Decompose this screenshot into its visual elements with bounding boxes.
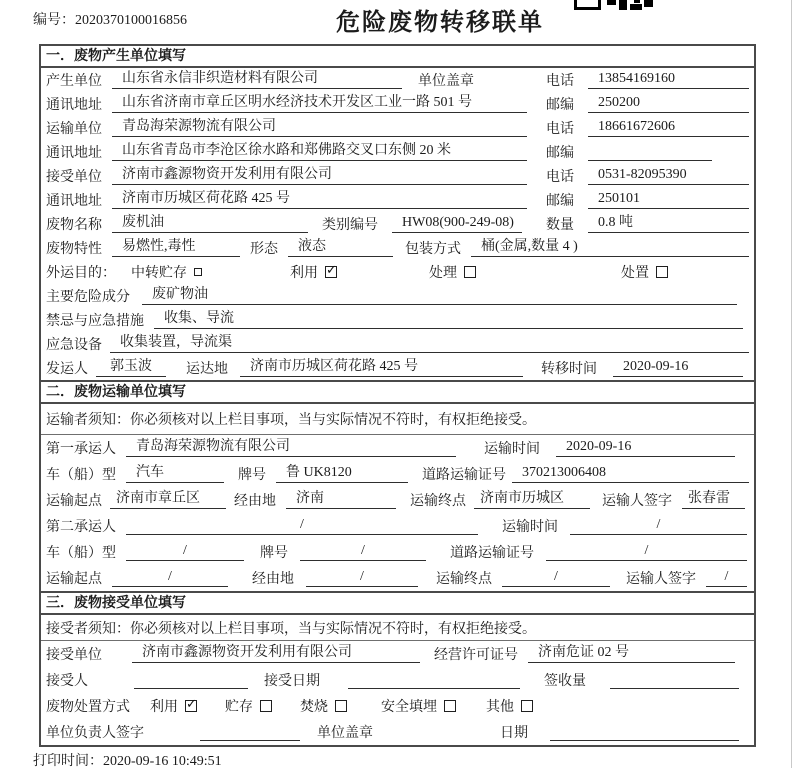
purpose-label: 外运目的： (46, 266, 116, 281)
start2-value: / (112, 569, 228, 587)
shipper-row (41, 356, 754, 380)
purpose-option-dispose-label: 处置 (621, 266, 649, 281)
purpose-option-treat-label: 处理 (429, 266, 457, 281)
checkbox-icon-disposal-incinerate (335, 700, 347, 712)
purpose-option-dispose (621, 262, 668, 282)
transport-time1-value: 2020-09-16 (556, 439, 735, 457)
emergency-equipment-row (41, 332, 754, 356)
start1-value: 济南市章丘区 (110, 491, 226, 509)
vehicle2-row (41, 539, 754, 565)
producer-row (41, 68, 754, 92)
plate1-label: 牌号 (238, 468, 266, 483)
serial-number: 2020370100016856 (75, 13, 187, 28)
hazard-value: 废矿物油 (142, 287, 737, 305)
road-license1-label: 道路运输证号 (422, 468, 506, 483)
checkbox-icon-utilize (325, 266, 337, 278)
road-license1-value: 370213006408 (512, 465, 749, 483)
disposal-option-store-label: 贮存 (225, 700, 253, 715)
checkbox-icon-disposal-landfill (444, 700, 456, 712)
transporter-notice: 运输者须知：你必须核对以上栏目事项，当与实际情况不符时，有权拒绝接受。 (41, 404, 754, 435)
phone-value-3: 0531-82095390 (588, 167, 749, 185)
route2-row (41, 565, 754, 591)
carrier2-value: / (126, 517, 478, 535)
receiver-notice: 接受者须知：你必须核对以上栏目事项，当与实际情况不符时，有权拒绝接受。 (41, 615, 754, 641)
packing-label: 包装方式 (405, 242, 461, 257)
end1-value: 济南市历城区 (474, 491, 590, 509)
receiver-address-row (41, 188, 754, 212)
disposal-option-incinerate (300, 696, 347, 716)
zip-value-1: 250200 (588, 95, 749, 113)
address-value-3: 济南市历城区荷花路 425 号 (112, 191, 527, 209)
checkbox-icon-dispose (656, 266, 668, 278)
end2-value: / (502, 569, 610, 587)
address-value-1: 山东省济南市章丘区明水经济技术开发区工业一路 501 号 (112, 95, 527, 113)
address-label-2: 通讯地址 (46, 146, 102, 161)
address-label-1: 通讯地址 (46, 98, 102, 113)
via1-value: 济南 (286, 491, 396, 509)
phone-value-2: 18661672606 (588, 119, 749, 137)
accept-date-value (348, 671, 520, 689)
end2-label: 运输终点 (436, 572, 492, 587)
disposal-option-store (225, 696, 272, 716)
vehicle2-value: / (126, 543, 244, 561)
transport-purpose-row (41, 260, 754, 284)
taboo-label: 禁忌与应急措施 (46, 314, 144, 329)
equipment-value: 收集装置，导流渠 (110, 335, 749, 353)
print-time-line (33, 750, 222, 768)
chief-signature-value (200, 723, 300, 741)
responsible-signature-row (41, 719, 754, 745)
character-value: 易燃性,毒性 (112, 239, 240, 257)
transporter-label: 运输单位 (46, 122, 102, 137)
shipper-value: 郭玉波 (96, 359, 166, 377)
category-label: 类别编号 (322, 218, 378, 233)
start2-label: 运输起点 (46, 572, 102, 587)
checkbox-icon-disposal-utilize (185, 700, 197, 712)
acceptor-value (134, 671, 248, 689)
vehicle2-label: 车（船）型 (46, 546, 116, 561)
disposal-label: 废物处置方式 (46, 700, 130, 715)
sign2-value: / (706, 569, 747, 587)
category-value: HW08(900-249-08) (392, 215, 522, 233)
form-label: 形态 (250, 242, 278, 257)
vehicle1-label: 车（船）型 (46, 468, 116, 483)
receiver-row (41, 164, 754, 188)
via1-label: 经由地 (234, 494, 276, 509)
route1-row (41, 487, 754, 513)
sign2-label: 运输人签字 (626, 572, 696, 587)
purpose-option-utilize-label: 利用 (290, 266, 318, 281)
disposal-option-landfill (381, 696, 456, 716)
hazard-component-row (41, 284, 754, 308)
taboo-measures-row (41, 308, 754, 332)
disposal-option-utilize-label: 利用 (150, 700, 178, 715)
phone-label-3: 电话 (546, 170, 574, 185)
vehicle1-value: 汽车 (126, 465, 224, 483)
unit-seal-label-2: 单位盖章 (317, 726, 373, 741)
checkbox-icon-disposal-other (521, 700, 533, 712)
form-box (39, 44, 756, 747)
receiver-label: 接受单位 (46, 170, 102, 185)
start1-label: 运输起点 (46, 494, 102, 509)
chief-signature-label: 单位负责人签字 (46, 726, 144, 741)
qr-code-fragment-icon (574, 0, 660, 10)
accepting-unit-row (41, 641, 754, 667)
second-carrier-row (41, 513, 754, 539)
document-title: 危险废物转移联单 (336, 8, 544, 36)
transport-time2-value: / (570, 517, 747, 535)
packing-value: 桶(金属,数量 4 ) (471, 239, 749, 257)
checkbox-icon-storage (194, 268, 202, 276)
checkbox-icon-treat (464, 266, 476, 278)
address-label-3: 通讯地址 (46, 194, 102, 209)
section3-header: 三．废物接受单位填写 (41, 591, 754, 615)
plate2-label: 牌号 (260, 546, 288, 561)
transporter-row (41, 116, 754, 140)
zip-value-2 (588, 143, 712, 161)
receiver-value: 济南市鑫源物资开发利用有限公司 (112, 167, 527, 185)
disposal-method-row (41, 693, 754, 719)
purpose-option-storage (131, 262, 202, 282)
vehicle1-row (41, 461, 754, 487)
acceptor-row (41, 667, 754, 693)
disposal-option-other-label: 其他 (486, 700, 514, 715)
accepting-unit-value: 济南市鑫源物资开发利用有限公司 (132, 645, 420, 663)
taboo-value: 收集、导流 (154, 311, 743, 329)
transfer-date-value: 2020-09-16 (613, 359, 743, 377)
waste-character-row (41, 236, 754, 260)
transporter-value: 青岛海荣源物流有限公司 (112, 119, 527, 137)
road-license2-label: 道路运输证号 (450, 546, 534, 561)
transporter-address-row (41, 140, 754, 164)
signed-amount-label: 签收量 (544, 674, 586, 689)
zip-label-2: 邮编 (546, 146, 574, 161)
unit-seal-label: 单位盖章 (418, 74, 474, 89)
checkbox-icon-disposal-store (260, 700, 272, 712)
accepting-unit-label: 接受单位 (46, 648, 102, 663)
destination-value: 济南市历城区荷花路 425 号 (240, 359, 523, 377)
sign1-label: 运输人签字 (602, 494, 672, 509)
purpose-option-storage-label: 中转贮存 (131, 266, 187, 281)
waste-name-value: 废机油 (112, 215, 308, 233)
plate2-value: / (300, 543, 426, 561)
via2-value: / (306, 569, 418, 587)
disposal-option-incinerate-label: 焚烧 (300, 700, 328, 715)
carrier1-value: 青岛海荣源物流有限公司 (126, 439, 456, 457)
zip-label-1: 邮编 (546, 98, 574, 113)
phone-label-1: 电话 (546, 74, 574, 89)
zip-label-3: 邮编 (546, 194, 574, 209)
print-time-value: 2020-09-16 10:49:51 (103, 754, 222, 768)
disposal-option-landfill-label: 安全填埋 (381, 700, 437, 715)
plate1-value: 鲁 UK8120 (276, 465, 408, 483)
transfer-date-label: 转移时间 (541, 362, 597, 377)
phone-value-1: 13854169160 (588, 71, 749, 89)
carrier2-label: 第二承运人 (46, 520, 116, 535)
sign1-value: 张春雷 (682, 491, 745, 509)
purpose-option-utilize (290, 262, 337, 282)
waste-name-row (41, 212, 754, 236)
transport-time2-label: 运输时间 (502, 520, 558, 535)
road-license2-value: / (546, 543, 747, 561)
print-time-label: 打印时间： (33, 754, 103, 768)
transport-time1-label: 运输时间 (484, 442, 540, 457)
quantity-value: 0.8 吨 (588, 215, 749, 233)
permit-label: 经营许可证号 (434, 648, 518, 663)
date-value (550, 723, 739, 741)
acceptor-label: 接受人 (46, 674, 88, 689)
equipment-label: 应急设备 (46, 338, 102, 353)
first-carrier-row (41, 435, 754, 461)
phone-label-2: 电话 (546, 122, 574, 137)
purpose-option-treat (429, 262, 476, 282)
character-label: 废物特性 (46, 242, 102, 257)
carrier1-label: 第一承运人 (46, 442, 116, 457)
address-value-2: 山东省青岛市李沧区徐水路和郑佛路交叉口东侧 20 米 (112, 143, 527, 161)
form-value: 液态 (288, 239, 393, 257)
producer-label: 产生单位 (46, 74, 102, 89)
waste-name-label: 废物名称 (46, 218, 102, 233)
producer-address-row (41, 92, 754, 116)
producer-value: 山东省永信非织造材料有限公司 (112, 71, 402, 89)
hazard-label: 主要危险成分 (46, 290, 130, 305)
disposal-option-utilize (150, 696, 197, 716)
zip-value-3: 250101 (588, 191, 749, 209)
shipper-label: 发运人 (46, 362, 88, 377)
date-label: 日期 (500, 726, 528, 741)
permit-value: 济南危证 02 号 (528, 645, 735, 663)
end1-label: 运输终点 (410, 494, 466, 509)
via2-label: 经由地 (252, 572, 294, 587)
signed-amount-value (610, 671, 739, 689)
section2-header: 二．废物运输单位填写 (41, 380, 754, 404)
section1-header: 一．废物产生单位填写 (41, 46, 754, 68)
quantity-label: 数量 (546, 218, 574, 233)
serial-label: 编号： (33, 13, 75, 28)
accept-date-label: 接受日期 (264, 674, 320, 689)
disposal-option-other (486, 696, 533, 716)
page-edge-line (791, 0, 792, 768)
destination-label: 运达地 (186, 362, 228, 377)
